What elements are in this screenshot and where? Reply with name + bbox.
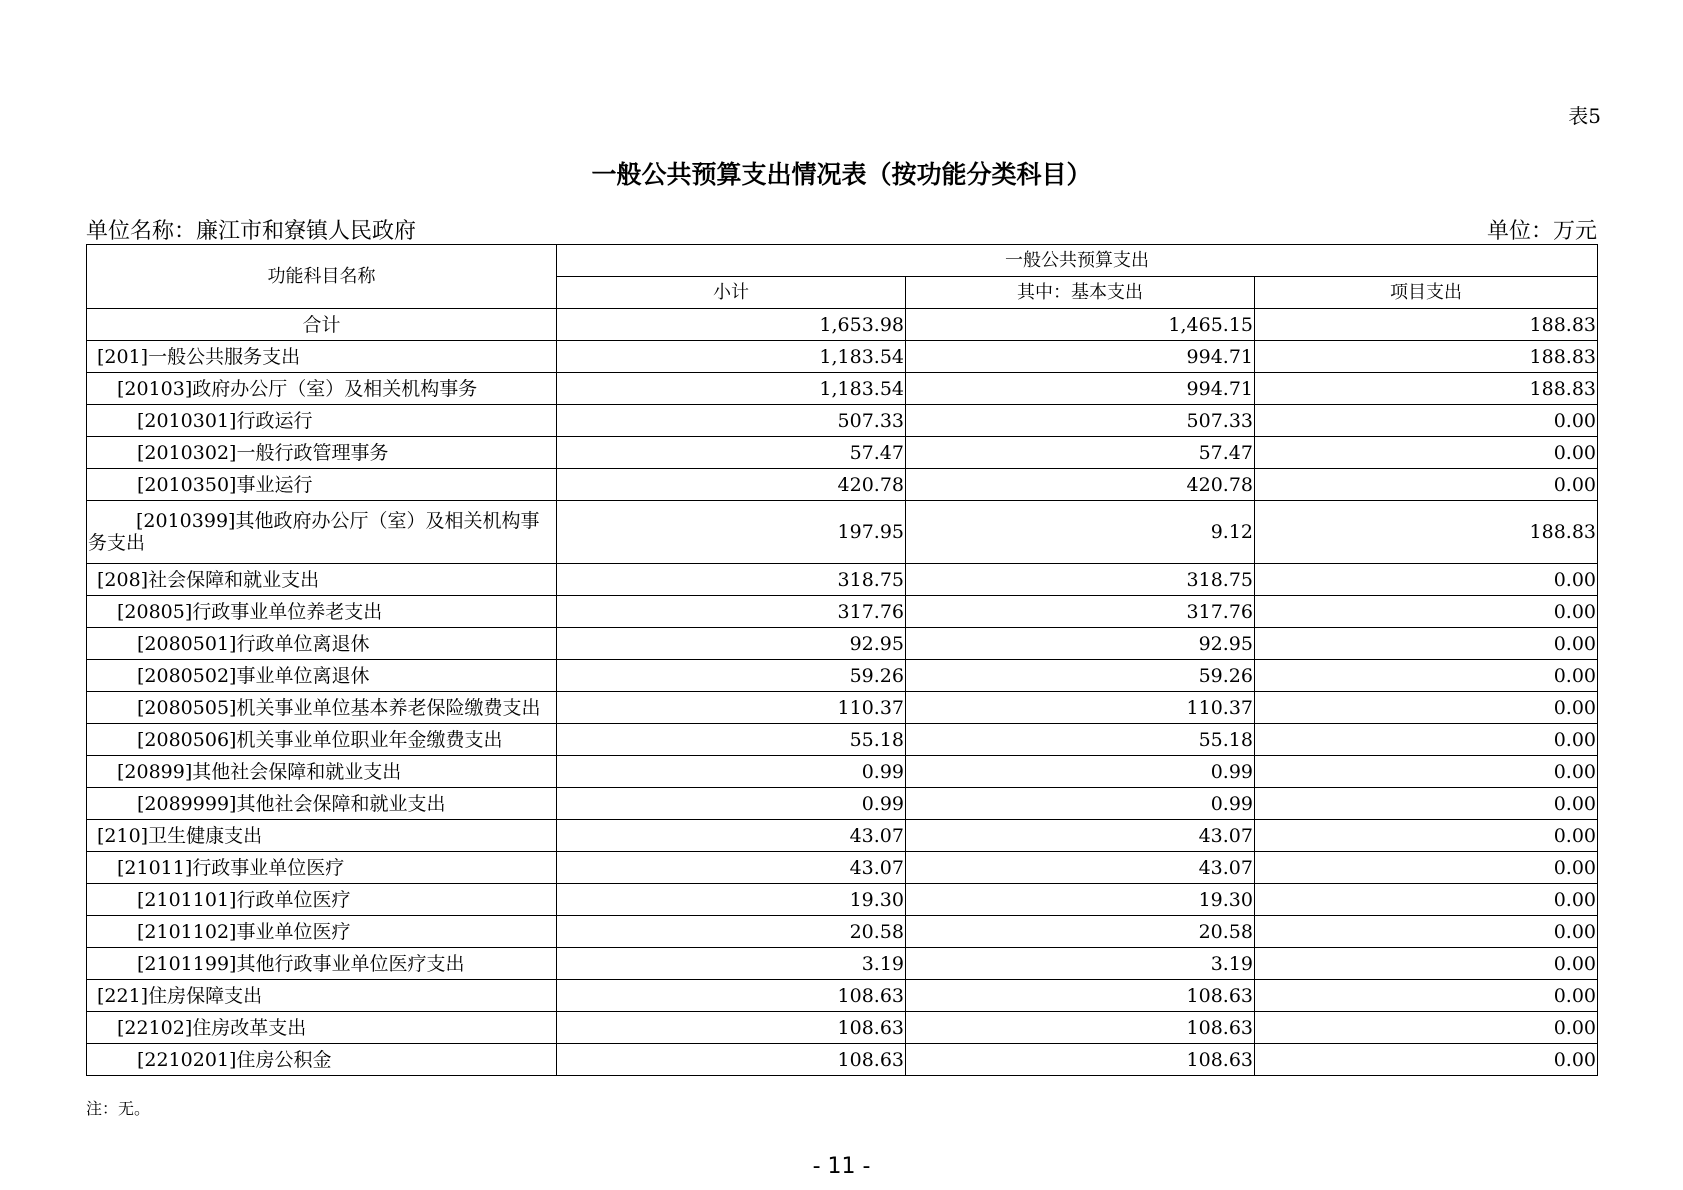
table-row [87,660,1598,692]
row-subtotal: 57.47 [557,437,906,469]
table-row [87,309,1598,341]
row-subtotal: 108.63 [557,1044,906,1076]
row-basic: 59.26 [906,660,1255,692]
table-row [87,341,1598,373]
row-project: 0.00 [1255,916,1598,948]
row-basic: 55.18 [906,724,1255,756]
row-basic: 9.12 [906,501,1255,564]
row-basic: 0.99 [906,756,1255,788]
row-subtotal: 110.37 [557,692,906,724]
table-row [87,469,1598,501]
row-name: [208]社会保障和就业支出 [87,564,557,596]
table-row [87,501,1598,564]
row-subtotal: 19.30 [557,884,906,916]
row-subtotal: 108.63 [557,980,906,1012]
header-basic: 其中：基本支出 [906,277,1255,309]
table-row [87,884,1598,916]
row-project: 0.00 [1255,437,1598,469]
row-basic: 108.63 [906,1044,1255,1076]
row-basic: 507.33 [906,405,1255,437]
row-subtotal: 420.78 [557,469,906,501]
table-row [87,916,1598,948]
row-subtotal: 43.07 [557,820,906,852]
row-subtotal: 0.99 [557,788,906,820]
row-basic: 994.71 [906,341,1255,373]
row-name: [20103]政府办公厅（室）及相关机构事务 [87,373,557,405]
row-project: 0.00 [1255,756,1598,788]
row-subtotal: 55.18 [557,724,906,756]
header-project: 项目支出 [1255,277,1598,309]
row-basic: 108.63 [906,980,1255,1012]
row-project: 0.00 [1255,852,1598,884]
row-subtotal: 20.58 [557,916,906,948]
row-name: [210]卫生健康支出 [87,820,557,852]
row-project: 188.83 [1255,341,1598,373]
row-name: [2210201]住房公积金 [87,1044,557,1076]
row-project: 0.00 [1255,1012,1598,1044]
row-basic: 19.30 [906,884,1255,916]
row-subtotal: 0.99 [557,756,906,788]
table-row [87,596,1598,628]
row-project: 0.00 [1255,596,1598,628]
row-name: [20899]其他社会保障和就业支出 [87,756,557,788]
row-subtotal: 1,183.54 [557,373,906,405]
row-name: [2010350]事业运行 [87,469,557,501]
row-project: 0.00 [1255,724,1598,756]
row-subtotal: 92.95 [557,628,906,660]
header-subtotal: 小计 [557,277,906,309]
row-project: 0.00 [1255,788,1598,820]
header-group: 一般公共预算支出 [557,245,1598,277]
row-basic: 108.63 [906,1012,1255,1044]
row-project: 188.83 [1255,501,1598,564]
row-name: [20805]行政事业单位养老支出 [87,596,557,628]
row-project: 0.00 [1255,469,1598,501]
row-subtotal: 43.07 [557,852,906,884]
row-name: [2080506]机关事业单位职业年金缴费支出 [87,724,557,756]
row-basic: 92.95 [906,628,1255,660]
row-name: [2089999]其他社会保障和就业支出 [87,788,557,820]
row-subtotal: 318.75 [557,564,906,596]
row-basic: 318.75 [906,564,1255,596]
row-project: 0.00 [1255,1044,1598,1076]
row-name: [201]一般公共服务支出 [87,341,557,373]
table-row [87,980,1598,1012]
row-project: 0.00 [1255,692,1598,724]
row-project: 0.00 [1255,405,1598,437]
row-project: 188.83 [1255,309,1598,341]
row-basic: 110.37 [906,692,1255,724]
row-project: 0.00 [1255,980,1598,1012]
budget-table [86,244,1598,1076]
table-row [87,948,1598,980]
row-project: 188.83 [1255,373,1598,405]
table-row [87,724,1598,756]
unit-row [86,214,1597,245]
table-row [87,628,1598,660]
row-basic: 0.99 [906,788,1255,820]
row-name: [2080501]行政单位离退休 [87,628,557,660]
row-project: 0.00 [1255,884,1598,916]
row-name: [2101199]其他行政事业单位医疗支出 [87,948,557,980]
table-row [87,1012,1598,1044]
row-subtotal: 108.63 [557,1012,906,1044]
header-name: 功能科目名称 [87,245,557,309]
row-name: [2080505]机关事业单位基本养老保险缴费支出 [87,692,557,724]
page-title: 一般公共预算支出情况表（按功能分类科目） [591,160,1092,189]
row-basic: 420.78 [906,469,1255,501]
row-project: 0.00 [1255,628,1598,660]
row-basic: 57.47 [906,437,1255,469]
table-row [87,1044,1598,1076]
table-row [87,564,1598,596]
row-basic: 1,465.15 [906,309,1255,341]
row-name: [2101102]事业单位医疗 [87,916,557,948]
row-project: 0.00 [1255,820,1598,852]
row-basic: 20.58 [906,916,1255,948]
row-project: 0.00 [1255,564,1598,596]
row-basic: 3.19 [906,948,1255,980]
row-subtotal: 3.19 [557,948,906,980]
table-row [87,373,1598,405]
row-name: [2101101]行政单位医疗 [87,884,557,916]
table-row [87,852,1598,884]
page-number: - 11 - [812,1154,871,1179]
row-project: 0.00 [1255,948,1598,980]
row-name: [2010301]行政运行 [87,405,557,437]
row-subtotal: 317.76 [557,596,906,628]
table-row [87,405,1598,437]
table-row [87,692,1598,724]
row-name: [21011]行政事业单位医疗 [87,852,557,884]
table-number: 表5 [1568,104,1601,128]
row-name: [2010399]其他政府办公厅（室）及相关机构事务支出 [87,501,557,564]
row-name: [221]住房保障支出 [87,980,557,1012]
row-subtotal: 507.33 [557,405,906,437]
row-subtotal: 59.26 [557,660,906,692]
row-subtotal: 1,183.54 [557,341,906,373]
row-name: [2010302]一般行政管理事务 [87,437,557,469]
row-basic: 317.76 [906,596,1255,628]
row-project: 0.00 [1255,660,1598,692]
footnote: 注：无。 [86,1099,151,1118]
table-row [87,820,1598,852]
row-basic: 43.07 [906,852,1255,884]
unit-label: 单位：万元 [1486,219,1597,244]
unit-name: 单位名称：廉江市和寮镇人民政府 [86,219,417,244]
row-basic: 43.07 [906,820,1255,852]
row-name: [22102]住房改革支出 [87,1012,557,1044]
table-row [87,437,1598,469]
row-name: [2080502]事业单位离退休 [87,660,557,692]
row-basic: 994.71 [906,373,1255,405]
row-name: 合计 [87,309,557,341]
row-subtotal: 1,653.98 [557,309,906,341]
table-row [87,788,1598,820]
table-row [87,756,1598,788]
row-subtotal: 197.95 [557,501,906,564]
